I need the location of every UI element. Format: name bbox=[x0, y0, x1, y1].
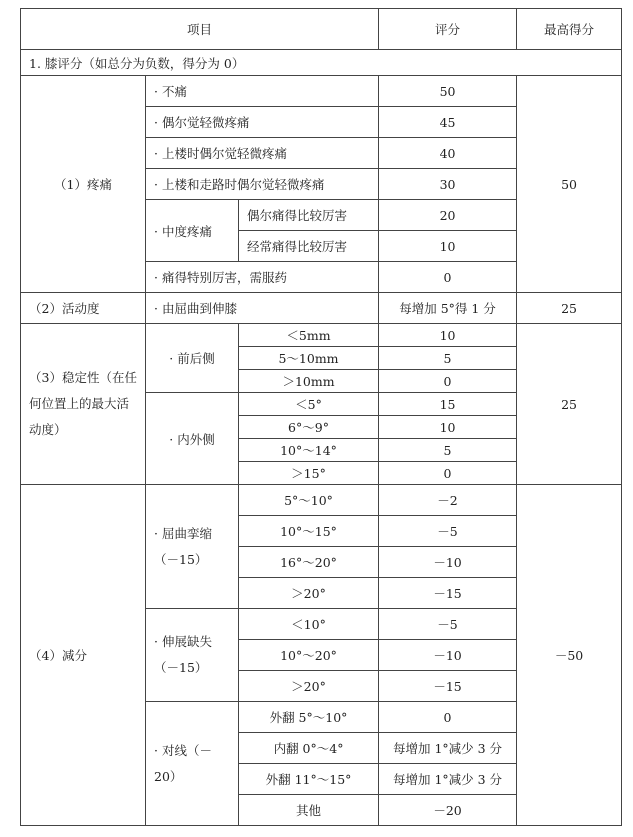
row-range: 10°～14° bbox=[239, 439, 379, 462]
row-score: 0 bbox=[379, 370, 517, 393]
ml-label: · 内外侧 bbox=[146, 393, 239, 485]
moderate-pain-label: · 中度疼痛 bbox=[146, 200, 239, 262]
row-range: 其他 bbox=[239, 795, 379, 826]
header-score: 评分 bbox=[379, 9, 517, 50]
row-desc: · 不痛 bbox=[146, 76, 379, 107]
extension-label: · 伸展缺失（－15） bbox=[146, 609, 239, 702]
header-item: 项目 bbox=[21, 9, 379, 50]
row-score: －15 bbox=[379, 578, 517, 609]
row-range: ＞20° bbox=[239, 671, 379, 702]
stability-max: 25 bbox=[517, 324, 622, 485]
table-row bbox=[21, 324, 622, 347]
row-range: ＜5° bbox=[239, 393, 379, 416]
row-score: －10 bbox=[379, 640, 517, 671]
table-row bbox=[21, 485, 622, 516]
activity-max: 25 bbox=[517, 293, 622, 324]
deduction-max: －50 bbox=[517, 485, 622, 826]
row-score: －20 bbox=[379, 795, 517, 826]
row-range: ＞15° bbox=[239, 462, 379, 485]
row-score: 每增加 1°减少 3 分 bbox=[379, 733, 517, 764]
row-score: 每增加 1°减少 3 分 bbox=[379, 764, 517, 795]
row-desc: · 偶尔觉轻微疼痛 bbox=[146, 107, 379, 138]
row-score: 每增加 5°得 1 分 bbox=[379, 293, 517, 324]
deduction-label: （4）减分 bbox=[21, 485, 146, 826]
row-score: 10 bbox=[379, 231, 517, 262]
ap-label: · 前后侧 bbox=[146, 324, 239, 393]
row-range: 6°～9° bbox=[239, 416, 379, 439]
row-desc: 偶尔痛得比较厉害 bbox=[239, 200, 379, 231]
pain-label: （1）疼痛 bbox=[21, 76, 146, 293]
alignment-label: · 对线（－20） bbox=[146, 702, 239, 826]
row-score: －2 bbox=[379, 485, 517, 516]
row-range: 16°～20° bbox=[239, 547, 379, 578]
row-score: －15 bbox=[379, 671, 517, 702]
row-range: 外翻 11°～15° bbox=[239, 764, 379, 795]
row-score: 0 bbox=[379, 462, 517, 485]
row-desc: · 上楼时偶尔觉轻微疼痛 bbox=[146, 138, 379, 169]
row-score: 0 bbox=[379, 262, 517, 293]
row-range: 5°～10° bbox=[239, 485, 379, 516]
activity-label: （2）活动度 bbox=[21, 293, 146, 324]
row-range: ＞10mm bbox=[239, 370, 379, 393]
header-row bbox=[21, 9, 622, 50]
row-range: 5～10mm bbox=[239, 347, 379, 370]
row-score: 45 bbox=[379, 107, 517, 138]
section-title: 1. 膝评分（如总分为负数，得分为 0） bbox=[21, 50, 622, 76]
row-score: 50 bbox=[379, 76, 517, 107]
row-score: 40 bbox=[379, 138, 517, 169]
row-desc: · 痛得特别厉害，需服药 bbox=[146, 262, 379, 293]
header-max: 最高得分 bbox=[517, 9, 622, 50]
row-score: 20 bbox=[379, 200, 517, 231]
pain-max: 50 bbox=[517, 76, 622, 293]
row-score: 5 bbox=[379, 347, 517, 370]
row-range: ＜10° bbox=[239, 609, 379, 640]
row-desc: · 上楼和走路时偶尔觉轻微疼痛 bbox=[146, 169, 379, 200]
row-score: 15 bbox=[379, 393, 517, 416]
row-score: 0 bbox=[379, 702, 517, 733]
row-score: －5 bbox=[379, 609, 517, 640]
flexion-label: · 屈曲挛缩（－15） bbox=[146, 485, 239, 609]
row-range: ＞20° bbox=[239, 578, 379, 609]
row-range: 外翻 5°～10° bbox=[239, 702, 379, 733]
row-range: 10°～15° bbox=[239, 516, 379, 547]
section-row bbox=[21, 50, 622, 76]
row-score: 10 bbox=[379, 416, 517, 439]
activity-row bbox=[21, 293, 622, 324]
stability-label: （3）稳定性（在任何位置上的最大活动度） bbox=[21, 324, 146, 485]
row-score: －10 bbox=[379, 547, 517, 578]
knee-score-table bbox=[20, 8, 622, 826]
row-range: 10°～20° bbox=[239, 640, 379, 671]
row-range: ＜5mm bbox=[239, 324, 379, 347]
row-score: 5 bbox=[379, 439, 517, 462]
row-score: 10 bbox=[379, 324, 517, 347]
row-range: 内翻 0°～4° bbox=[239, 733, 379, 764]
row-desc: 经常痛得比较厉害 bbox=[239, 231, 379, 262]
table-row bbox=[21, 76, 622, 107]
row-score: 30 bbox=[379, 169, 517, 200]
row-desc: · 由屈曲到伸膝 bbox=[146, 293, 379, 324]
row-score: －5 bbox=[379, 516, 517, 547]
